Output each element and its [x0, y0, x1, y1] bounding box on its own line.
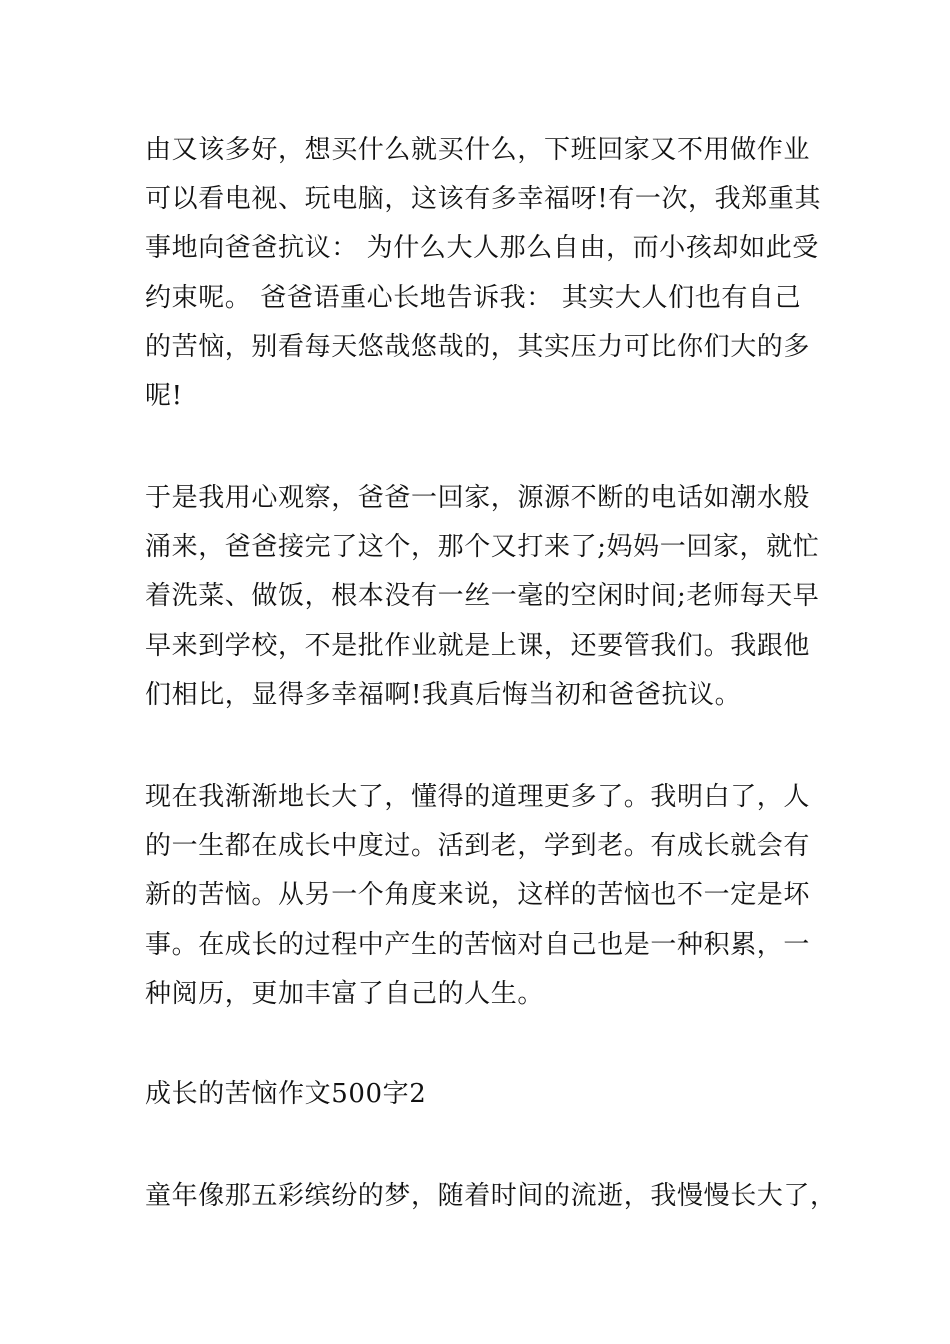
paragraph-line: 呢! — [145, 380, 183, 411]
paragraph-2 — [145, 474, 820, 720]
paragraph-line: 的苦恼，别看每天悠哉悠哉的，其实压力可比你们大的多 — [145, 331, 811, 362]
paragraph-line: 约束呢。 爸爸语重心长地告诉我： 其实大人们也有自己 — [145, 282, 802, 313]
paragraph-line: 于是我用心观察，爸爸一回家，源源不断的电话如潮水般 — [145, 483, 811, 513]
paragraph-line: 种阅历，更加丰富了自己的人生。 — [145, 978, 545, 1009]
paragraph-line: 的一生都在成长中度过。活到老，学到老。有成长就会有 — [145, 831, 811, 862]
paragraph-line: 早来到学校，不是批作业就是上课，还要管我们。我跟他 — [145, 630, 811, 661]
paragraph-line: 事。在成长的过程中产生的苦恼对自己也是一种积累，一 — [145, 929, 811, 960]
paragraph-line: 着洗菜、做饭，根本没有一丝一毫的空闲时间;老师每天早 — [145, 581, 820, 612]
section-heading: 成长的苦恼作文500字2 — [145, 1079, 427, 1109]
paragraph-1 — [145, 126, 822, 421]
paragraph-line: 们相比，显得多幸福啊!我真后悔当初和爸爸抗议。 — [145, 679, 742, 710]
paragraph-line: 童年像那五彩缤纷的梦，随着时间的流逝，我慢慢长大了， — [145, 1181, 837, 1211]
paragraph-3 — [145, 773, 815, 1019]
paragraph-line: 由又该多好，想买什么就买什么，下班回家又不用做作业 — [145, 135, 811, 165]
paragraph-4 — [145, 1172, 837, 1221]
paragraph-line: 现在我渐渐地长大了，懂得的道理更多了。我明白了，人 — [145, 782, 811, 812]
paragraph-line: 新的苦恼。从另一个角度来说，这样的苦恼也不一定是坏 — [145, 880, 811, 911]
paragraph-line: 涌来，爸爸接完了这个，那个又打来了;妈妈一回家，就忙 — [145, 532, 820, 563]
paragraph-line: 事地向爸爸抗议： 为什么大人那么自由，而小孩却如此受 — [145, 233, 819, 264]
paragraph-line: 可以看电视、玩电脑，这该有多幸福呀!有一次，我郑重其 — [145, 184, 822, 215]
